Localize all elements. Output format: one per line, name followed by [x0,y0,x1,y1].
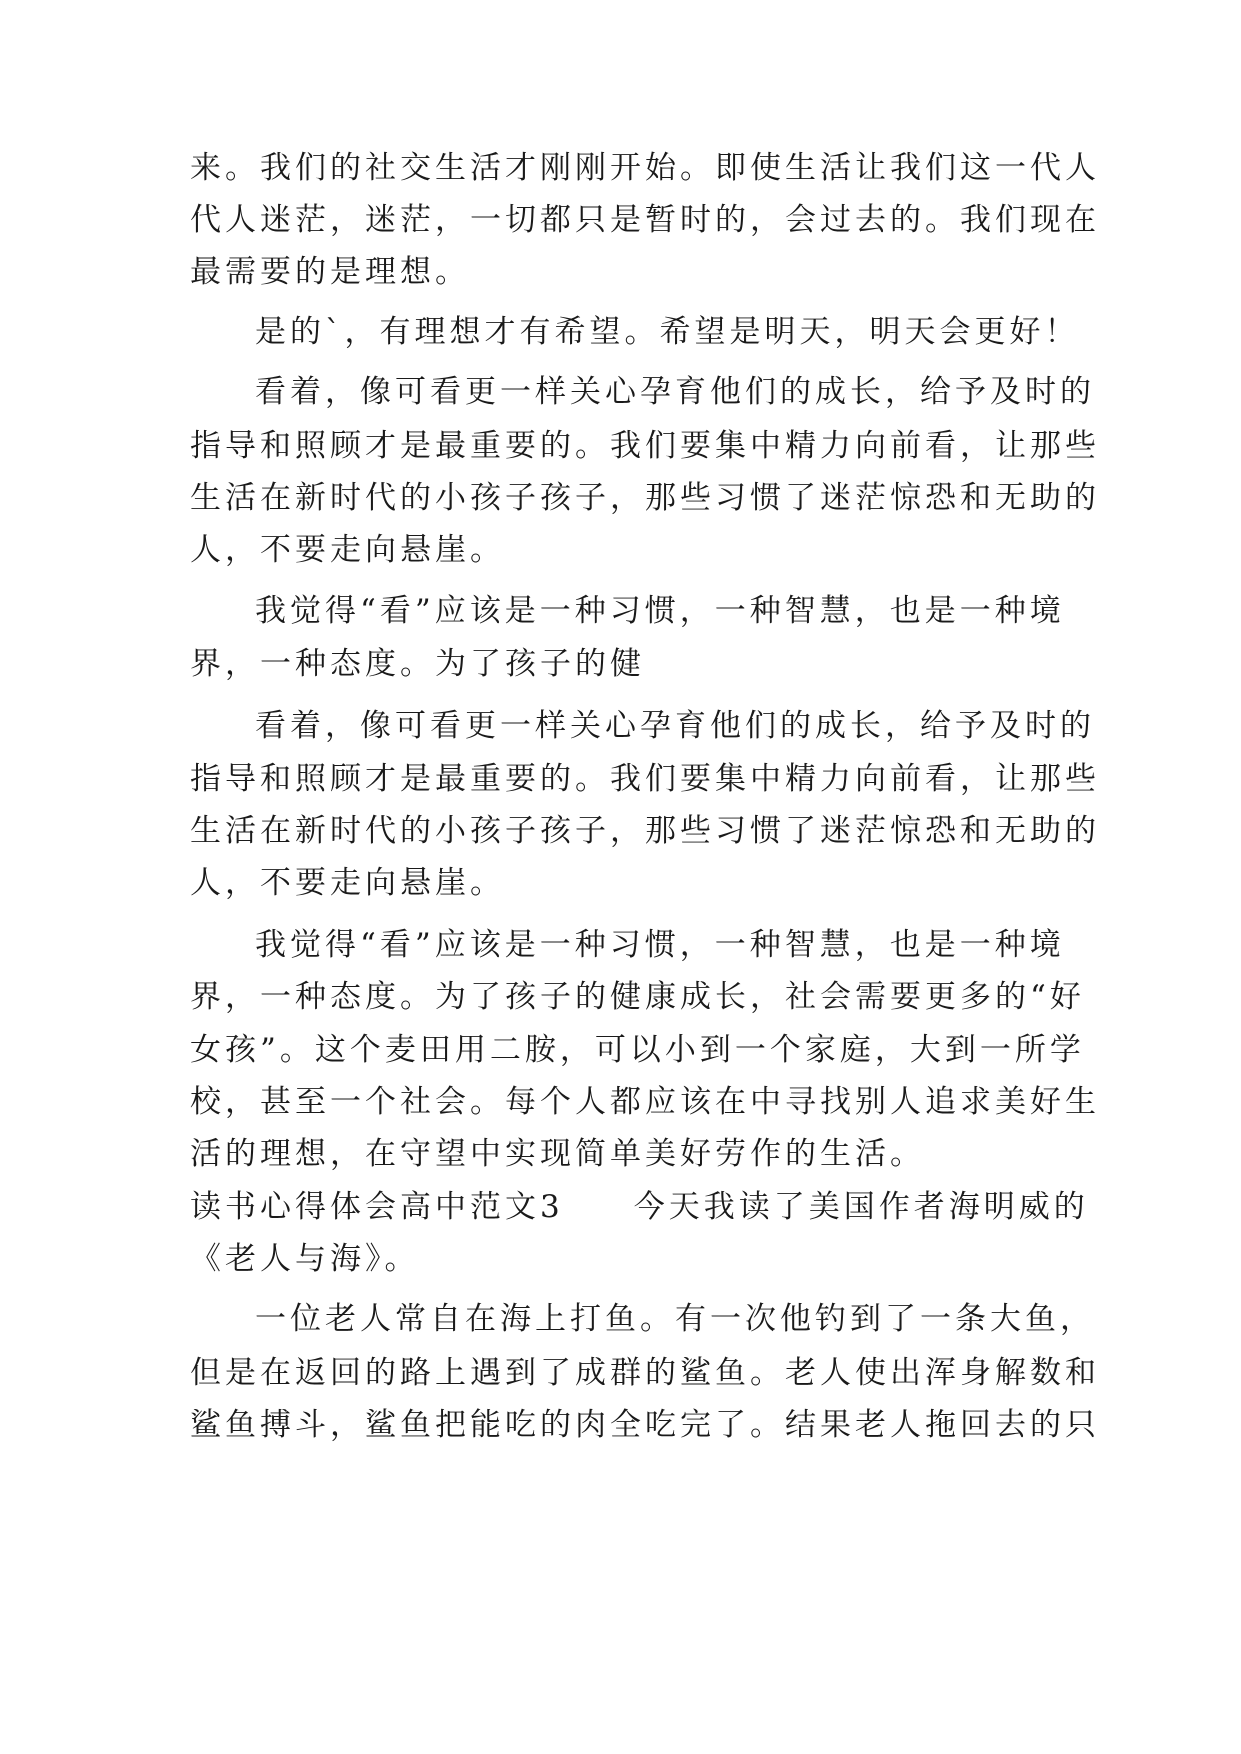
text-line: 是的`，有理想才有希望。希望是明天，明天会更好！ [255,314,1080,350]
text-line: 指导和照顾才是最重要的。我们要集中精力向前看，让那些 [190,761,1100,797]
text-line: 活的理想，在守望中实现简单美好劳作的生活。 [190,1136,925,1172]
text-line: 人，不要走向悬崖。 [190,865,505,901]
text-line: 看着，像可看更一样关心孕育他们的成长，给予及时的 [255,374,1095,410]
text-line: 代人迷茫，迷茫，一切都只是暂时的，会过去的。我们现在 [190,202,1100,238]
text-line: 一位老人常自在海上打鱼。有一次他钓到了一条大鱼， [255,1301,1095,1337]
text-line: 生活在新时代的小孩子孩子，那些习惯了迷茫惊恐和无助的 [190,813,1100,849]
text-line: 界，一种态度。为了孩子的健康成长，社会需要更多的“好 [190,979,1085,1015]
text-line: 鲨鱼搏斗，鲨鱼把能吃的肉全吃完了。结果老人拖回去的只 [190,1407,1100,1443]
text-line: 来。我们的社交生活才刚刚开始。即使生活让我们这一代人 [190,150,1100,186]
text-line: 最需要的是理想。 [190,254,470,290]
text-line: 指导和照顾才是最重要的。我们要集中精力向前看，让那些 [190,428,1100,464]
text-line: 女孩”。这个麦田用二胺，可以小到一个家庭，大到一所学 [190,1032,1085,1068]
text-line: 读书心得体会高中范文3 今天我读了美国作者海明威的 [190,1189,1089,1225]
text-line: 我觉得“看”应该是一种习惯，一种智慧，也是一种境 [255,593,1065,629]
text-line: 《老人与海》。 [190,1241,420,1277]
text-line: 我觉得“看”应该是一种习惯，一种智慧，也是一种境 [255,927,1065,963]
text-line: 看着，像可看更一样关心孕育他们的成长，给予及时的 [255,708,1095,744]
text-line: 生活在新时代的小孩子孩子，那些习惯了迷茫惊恐和无助的 [190,480,1100,516]
text-line: 但是在返回的路上遇到了成群的鲨鱼。老人使出浑身解数和 [190,1355,1100,1391]
text-line: 界，一种态度。为了孩子的健 [190,646,645,682]
text-line: 人，不要走向悬崖。 [190,532,505,568]
text-line: 校，甚至一个社会。每个人都应该在中寻找别人追求美好生 [190,1084,1100,1120]
